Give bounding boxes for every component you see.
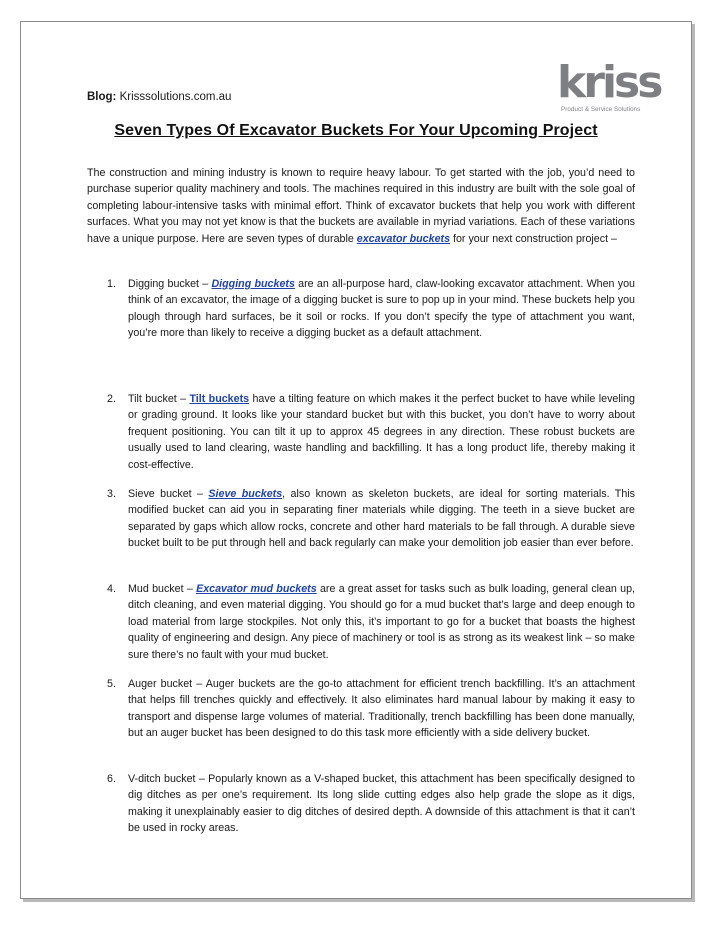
- kriss-logo: [557, 57, 661, 127]
- sieve-buckets-link[interactable]: Sieve buckets: [208, 488, 283, 500]
- item-after: are an all-purpose hard, claw-looking excavator attachment. When you think of an excavator, the image of a digging bucket is sure to pop up in your mind. These buckets help you plough through hard surfaces, be it soil or rocks. If you don’t specify the type of attachment you want, you’re more than likely to receive a digging bucket as a default attachment.: [128, 278, 635, 340]
- item-before: Tilt bucket –: [128, 393, 190, 405]
- item-number: 3.: [107, 488, 116, 500]
- tilt-buckets-link[interactable]: Tilt buckets: [189, 393, 250, 405]
- item-number: 6.: [107, 773, 116, 785]
- item-after: are a great asset for tasks such as bulk loading, general clean up, ditch cleaning, and even material digging. You should go for a mud bucket that’s large and deep enough to load material from large stockpiles. Not only this, it’s important to go for a bucket that boasts the highest quality of engineering and design. Any piece of machinery or tool is as strong as its weakest link – so make sure there’s no fault with your mud bucket.: [128, 583, 636, 661]
- excavator-mud-buckets-link[interactable]: Excavator mud buckets: [196, 583, 317, 595]
- item-before: Digging bucket –: [128, 278, 212, 290]
- article-title: Seven Types Of Excavator Buckets For Your Upcoming Project: [114, 122, 598, 139]
- item-after: have a tilting feature on which makes it the perfect bucket to have while leveling or grading ground. It looks like your standard bucket but with this bucket, you don’t have to worry about frequent positioning. You can tilt it up to approx 45 degrees in any direction. These robust buckets are usually used to land clearing, waste handling and backfilling. It has a long product life, thereby making it cost-effective.: [128, 393, 635, 471]
- item-number: 2.: [107, 393, 116, 405]
- item-before: Mud bucket –: [128, 583, 197, 595]
- document-page: [20, 21, 692, 899]
- intro-paragraph: [87, 165, 635, 247]
- blog-source: [87, 91, 231, 103]
- item-text: [128, 486, 635, 552]
- logo-tagline: Product & Service Solutions: [561, 106, 641, 113]
- item-before: V-ditch bucket – Popularly known as a V-shaped bucket, this attachment has been specifically designed to dig ditches as per one’s requirement. Its long slide cutting edges also help grade the slope as it digs, making it unexplainably easier to dig ditches of desired depth. A downside of this attachment is that it can’t be used in rocky areas.: [128, 773, 635, 835]
- intro-after: for your next construction project –: [450, 232, 617, 245]
- item-before: Sieve bucket –: [128, 488, 209, 500]
- blog-label: Blog:: [87, 91, 117, 103]
- item-number: 5.: [107, 678, 116, 690]
- item-text: [128, 581, 635, 663]
- item-after: , also known as skeleton buckets, are ideal for sorting materials. This modified bucket can aid you in separating finer materials while digging. The teeth in a sieve bucket are separated by gaps which allow rocks, concrete and other hard materials to be fall through. A durable sieve bucket built to be put through hell and back regularly can make your demolition job easier than ever before.: [128, 488, 636, 550]
- item-text: [128, 676, 635, 742]
- item-text: [128, 276, 635, 342]
- blog-site: Krisssolutions.com.au: [119, 91, 232, 103]
- item-text: [128, 391, 635, 473]
- digging-buckets-link[interactable]: Digging buckets: [211, 278, 295, 290]
- item-text: [128, 771, 635, 837]
- item-number: 1.: [107, 278, 116, 290]
- logo-wordmark: kriss: [557, 57, 661, 108]
- item-number: 4.: [107, 583, 116, 595]
- intro-text: The construction and mining industry is known to require heavy labour. To get started with the job, you’d need to purchase superior quality machinery and tools. The machines required in this industry are built with the sole goal of completing labour-intensive tasks with minimal effort. Think of excavator buckets that help you work with different surfaces. What you may not yet know is that the buckets are available in myriad variations. Each of these variations have a unique purpose. Here are seven types of durable: [87, 167, 635, 245]
- item-before: Auger bucket – Auger buckets are the go-to attachment for efficient trench backfilling. It’s an attachment that helps fill trenches quickly and effectively. It also eliminates hard manual labour by making it easy to transport and dispense large volumes of material. Traditionally, trench backfilling has been done manually, but an auger bucket has been designed to do this task more efficiently with a side delivery bucket.: [128, 678, 635, 740]
- excavator-buckets-link[interactable]: excavator buckets: [356, 232, 451, 245]
